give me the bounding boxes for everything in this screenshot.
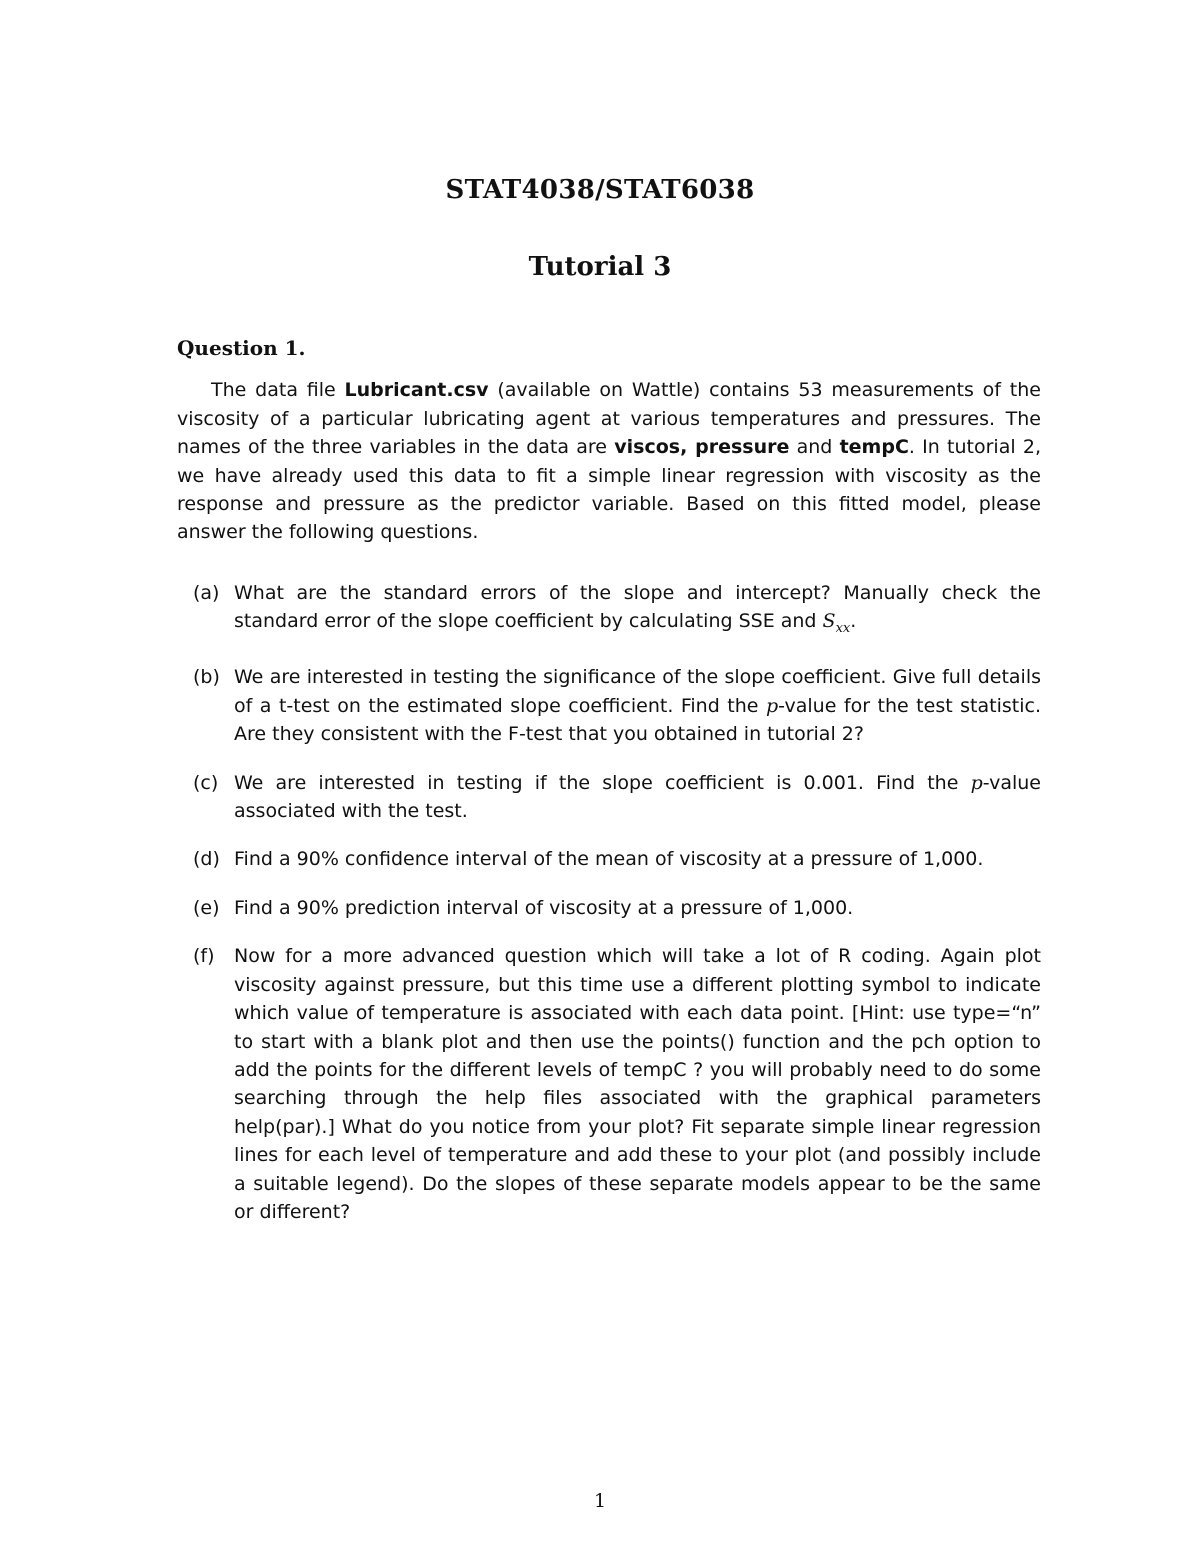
part-label: (a) <box>193 581 220 604</box>
part-f: (f) Now for a more advanced question which will take a lot of R coding. Again plot viscosity against pressure, but this time use a different plotting symbol to indicate which value of temperature is associated with each data point. [Hint: use type=“n” to start with a blank plot and then use the points() function and the pch option to add the points for the different levels of tempC ? you will probably need to do some searching through the help files associated with the graphical parameters help(par).] What do you notice from your plot? Fit separate simple linear regression lines for each level of temperature and add these to your plot (and possibly include a suitable legend). Do the slopes of these separate models appear to be the same or different? <box>177 942 1041 1226</box>
page-number: 1 <box>593 1490 607 1512</box>
part-d: (d) Find a 90% confidence interval of the mean of viscosity at a pressure of 1,000. <box>177 845 1041 873</box>
question-1 <box>177 334 1041 1246</box>
part-label: (f) <box>193 945 215 968</box>
data-file-name: Lubricant.csv <box>344 379 489 402</box>
variable-tempc: tempC <box>839 436 909 459</box>
part-b: (b) We are interested in testing the significance of the slope coefficient. Give full details of a t-test on the estimated slope coefficient. Find the p-value for the test statistic. Are they consistent with the F-test that you obtained in tutorial 2? <box>177 663 1041 748</box>
question-heading: Question 1. <box>177 336 306 360</box>
part-label: (b) <box>193 666 220 689</box>
variable-names: viscos, pressure <box>614 436 790 459</box>
part-label: (c) <box>193 771 219 794</box>
part-a: (a) What are the standard errors of the slope and intercept? Manually check the standard error of the slope coefficient by calculating SSE and $S_{xx}$. <box>177 579 1041 644</box>
part-e: (e) Find a 90% prediction interval of viscosity at a pressure of 1,000. <box>177 894 1041 922</box>
course-code: STAT4038/STAT6038 <box>445 175 755 205</box>
question-intro: The data file Lubricant.csv (available on Wattle) contains 53 measurements of the viscosity of a particular lubricating agent at various temperatures and pressures. The names of the three variables in the data are viscos, pressure and tempC. In tutorial 2, we have already used this data to fit a simple linear regression with viscosity as the response and pressure as the predictor variable. Based on this fitted model, please answer the following questions. <box>177 379 1041 544</box>
tutorial-title: Tutorial 3 <box>528 252 672 282</box>
part-label: (e) <box>193 896 220 919</box>
part-c: (c) We are interested in testing if the slope coefficient is 0.001. Find the p-value associated with the test. <box>177 769 1041 826</box>
question-parts <box>177 579 1041 1227</box>
part-label: (d) <box>193 848 220 871</box>
